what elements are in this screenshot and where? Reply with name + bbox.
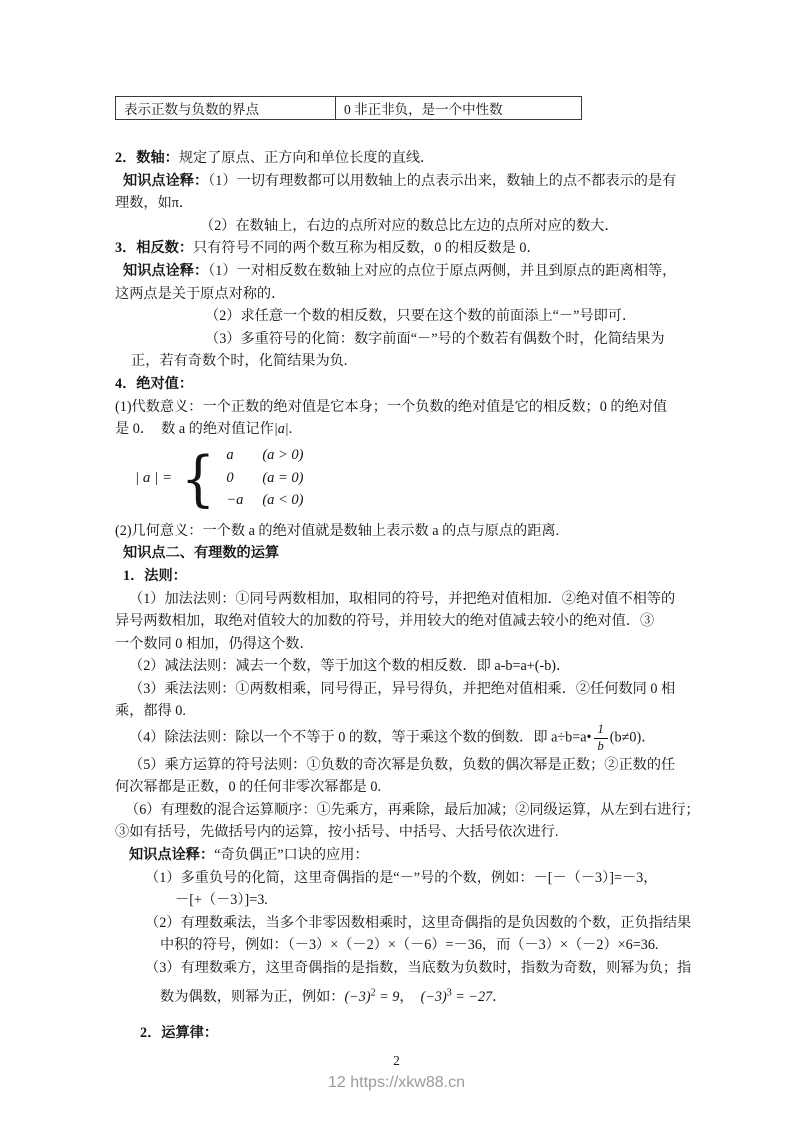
text-run: 异号两数相加，取绝对值较大的加数的符号，并用较大的绝对值减去较小的绝对值．③ (115, 613, 655, 630)
text-run: （4）除法法则：除以一个不等于 0 的数，等于乘这个数的倒数．即 a÷b=a• (129, 729, 592, 746)
case-value: 0 (226, 469, 234, 486)
table-cell-right: 0 非正非负，是一个中性数 (336, 97, 582, 120)
text-run: 只有符号不同的两个数互称为相反数，0 的相反数是 0． (193, 240, 541, 257)
document-content (115, 147, 700, 1045)
text-run: . (288, 421, 293, 438)
text-line (115, 799, 700, 822)
text-run: 正，若有奇数个时，化简结果为负. (131, 353, 348, 370)
text-run: （1）多重负号的化简，这里奇偶指的是“－”号的个数，例如：－[－（－3）]=－3， (145, 869, 658, 886)
text-line (115, 192, 681, 215)
text-run: (b≠0)． (609, 729, 656, 746)
absolute-value-formula (135, 445, 681, 513)
text-line (115, 215, 681, 238)
text-line (115, 305, 681, 328)
formula-case (226, 445, 303, 467)
text-line (115, 542, 681, 565)
text-line (115, 396, 681, 419)
text-line (115, 373, 681, 396)
heading-run: 知识点诠释： (123, 172, 209, 189)
text-line (115, 889, 681, 912)
text-line (115, 147, 681, 170)
text-run: （5）乘方运算的符号法则：①负数的奇次幂是负数，负数的偶次幂是正数；②正数的任 (129, 756, 676, 773)
text-line (115, 821, 681, 844)
text-line (115, 754, 681, 777)
text-run: “奇负偶正”口诀的应用： (214, 846, 369, 863)
case-value: a (226, 447, 234, 464)
text-run: 一个数同 0 相加，仍得这个数． (115, 635, 314, 652)
text-line (115, 678, 681, 701)
text-run: (−3) (344, 988, 371, 1005)
text-run: = −27 (451, 988, 493, 1005)
formula-cases (226, 445, 303, 512)
curly-brace: { (181, 443, 216, 514)
text-run: （2）减法法则：减去一个数，等于加这个数的相反数．即 a-b=a+(-b)． (129, 658, 571, 675)
text-line (115, 912, 692, 935)
text-run: 理数，如π． (115, 195, 194, 212)
text-line (115, 655, 681, 678)
text-run: ． (492, 988, 507, 1005)
text-line (115, 350, 681, 373)
text-run: （3）乘法法则：①两数相乘，同号得正，异号得负，并把绝对值相乘．②任何数同 0 相 (129, 680, 676, 697)
heading-run: 2．数轴： (115, 150, 179, 166)
text-run: （3）有理数乘方，这里奇偶指的是指数，当底数为负数时，指数为奇数，则幂为负；指 (145, 959, 692, 976)
text-line (115, 867, 681, 890)
text-run: (2)几何意义：一个数 a 的绝对值就是数轴上表示数 a 的点与原点的距离. (115, 522, 560, 539)
text-line (115, 610, 681, 633)
page-number: 2 (393, 1053, 400, 1068)
text-run: 这两点是关于原点对称的． (115, 285, 286, 302)
text-run: |a| (273, 421, 289, 438)
heading-run: 知识点诠释： (129, 846, 215, 863)
table-row (116, 97, 582, 120)
text-run: = 9 (375, 988, 400, 1005)
text-line (115, 633, 681, 656)
text-line (115, 588, 681, 611)
text-run: 3 (446, 986, 452, 998)
text-line (115, 418, 681, 441)
text-run: （2）在数轴上，右边的点所对应的数总比左边的点所对应的数大． (200, 217, 619, 234)
text-line (115, 700, 681, 723)
text-line (115, 934, 681, 957)
text-line (115, 844, 681, 867)
text-run: 规定了原点、正方向和单位长度的直线． (178, 150, 435, 166)
text-run: (−3) (420, 988, 447, 1005)
watermark: 12 https://xkw88.cn (328, 1074, 465, 1091)
text-run: －[+（－3）]=3. (175, 892, 268, 909)
text-line (115, 520, 681, 543)
boundary-table (115, 96, 582, 120)
case-value: −a (226, 492, 244, 509)
case-condition: (a = 0) (262, 469, 304, 486)
text-run: ③如有括号，先做括号内的运算，按小括号、中括号、大括号依次进行. (115, 824, 559, 841)
formula-case (226, 468, 303, 490)
fraction-denominator: b (597, 738, 604, 753)
table-cell-left: 表示正数与负数的界点 (116, 97, 336, 120)
text-line (115, 328, 681, 351)
text-line (115, 1022, 681, 1045)
text-line (115, 260, 681, 283)
text-line (115, 565, 681, 588)
heading-run: 1．法则： (123, 567, 187, 584)
case-condition: (a < 0) (262, 492, 304, 509)
text-line (115, 957, 692, 980)
fraction (594, 723, 608, 754)
formula-case (226, 490, 303, 512)
text-run: （6）有理数的混合运算顺序：①先乘方，再乘除，最后加减；②同级运算，从左到右进行； (125, 801, 700, 818)
heading-run: 知识点二、有理数的运算 (123, 545, 280, 562)
heading-run: 3．相反数： (115, 240, 194, 257)
text-run: ， (399, 988, 421, 1005)
heading-run: 2．运算律： (140, 1025, 219, 1042)
text-run: （2）求任意一个数的相反数，只要在这个数的前面添上“－”号即可． (205, 308, 637, 325)
text-run: 中积的符号，例如：（－3）×（－2）×（－6）=－36，而（－3）×（－2）×6=36. (160, 937, 659, 954)
text-line (115, 237, 681, 260)
text-line (115, 283, 681, 306)
heading-run: 4．绝对值： (115, 375, 194, 392)
text-line (115, 986, 681, 1009)
text-run: 何次幂都是正数，0 的任何非零次幂都是 0. (115, 779, 382, 796)
text-run: (1)代数意义：一个正数的绝对值是它本身；一个负数的绝对值是它的相反数；0 的绝对值 (115, 398, 668, 415)
text-line (115, 776, 681, 799)
text-line (115, 723, 681, 754)
text-run: 是 0． 数 a 的绝对值记作 (115, 421, 274, 438)
text-run: （1）一切有理数都可以用数轴上的点表示出来，数轴上的点不都表示的是有 (208, 172, 677, 189)
text-run: （2）有理数乘法，当多个非零因数相乘时，这里奇偶指的是负因数的个数，正负指结果 (145, 914, 692, 931)
formula-lhs: | a | = (135, 470, 173, 487)
text-run: （1）加法法则：①同号两数相加，取相同的符号，并把绝对值相加．②绝对值不相等的 (129, 590, 676, 607)
heading-run: 知识点诠释： (123, 262, 209, 279)
text-line (115, 170, 681, 193)
case-condition: (a > 0) (262, 447, 304, 464)
text-run: （1）一对相反数在数轴上对应的点位于原点两侧，并且到原点的距离相等， (208, 262, 677, 279)
text-run: （3）多重符号的化简：数字前面“－”号的个数若有偶数个时，化简结果为 (205, 330, 665, 347)
text-run: 数为偶数，则幂为正，例如： (160, 988, 345, 1005)
text-run: 乘，都得 0. (115, 703, 186, 720)
text-run: 2 (370, 986, 376, 998)
fraction-numerator: 1 (594, 723, 608, 739)
